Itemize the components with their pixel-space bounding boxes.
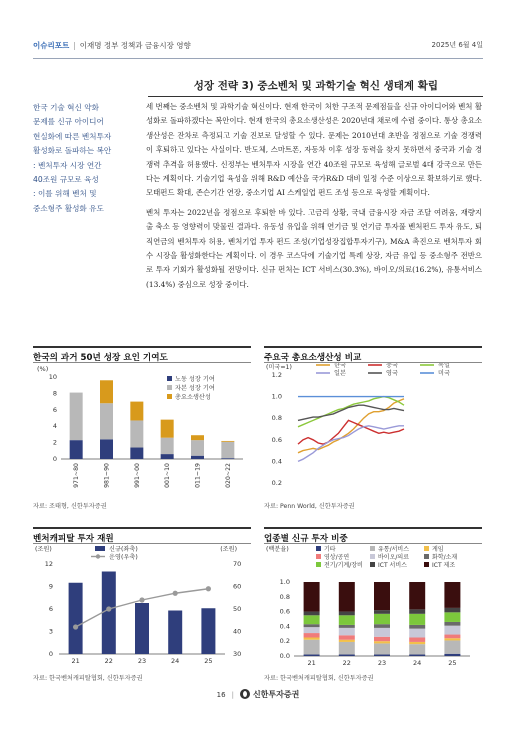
bar-segment [409, 629, 425, 638]
bar-segment [339, 642, 355, 655]
x-tick-label: 24 [171, 657, 180, 665]
header-divider [33, 58, 483, 59]
bar-segment [409, 614, 425, 625]
bar-segment [304, 638, 320, 640]
legend-swatch [424, 554, 429, 559]
y-tick-label: 8 [52, 389, 57, 398]
y-tick-label: 0.8 [271, 414, 282, 423]
chart-title: 한국의 과거 50년 성장 요인 기여도 [33, 346, 251, 362]
bar-segment [444, 622, 460, 626]
chart-source: 자료: 조태형, 신한투자증권 [33, 503, 107, 510]
legend-label: ICT 제조 [432, 562, 456, 569]
legend-swatch [424, 546, 429, 551]
x-tick-label: 22 [342, 659, 351, 667]
legend-label: 바이오/의료 [378, 554, 410, 561]
y-tick-label: 0.2 [271, 479, 282, 487]
bar-segment [221, 442, 234, 458]
bar-segment [444, 608, 460, 612]
bar-segment [444, 582, 460, 608]
chart-title: 업종별 신규 투자 비중 [264, 527, 482, 543]
x-tick-label: 2020~22 [224, 463, 232, 488]
y-tick-label: 30 [233, 650, 242, 658]
paragraph-1: 세 번째는 중소벤처 및 과학기술 혁신이다. 현재 한국이 처한 구조적 문제점들을 신규 아이디어와 벤처 활성화로 돌파하겠다는 복안이다. 현재 한국의 총요소생산성은 2020년대 채로에 수렴 중이다. 통상 총요소생산성은 잔차로 측정되고 기술 진보로 달성할 수 있다. 문제는 2010년대 초반을 정점으로 기술 경쟁력이 후퇴하고 있다는 사실이다. 반도체, 스마트폰, 자동차 이후 성장 동력을 찾지 못하면서 중국과 기술 경쟁력 추격을 허용했다. 신정부는 벤처투자 시장을 연간 40조원 규모로 육성해 글로벌 4대 강국으로 만든다는 계획이다. 기술기업 육성을 위해 R&D 예산을 국가R&D 대비 일정 수준 이상으로 확보하기로 했다. 모태펀드 확대, 존슨기간 연장, 중소기업 AI 스케일업 펀드 조성 등으로 육성할 계획이다. [146, 102, 482, 198]
sidebar-summary [33, 101, 141, 216]
bar-segment [374, 624, 390, 628]
x-tick-label: 2011~19 [194, 463, 202, 488]
chart-growth-contribution [33, 346, 251, 492]
legend-swatch [167, 376, 172, 381]
y-tick-label: 0 [52, 455, 57, 463]
bar-segment [304, 612, 320, 616]
bar-segment [304, 615, 320, 624]
bar-segment [70, 440, 83, 459]
report-date: 2025년 6월 4일 [431, 41, 483, 49]
bar-segment [100, 380, 113, 403]
bar-segment [444, 612, 460, 622]
sidebar-line: : 이를 위해 벤처 및 [33, 189, 97, 199]
y-tick-label: 9 [48, 582, 53, 591]
bar-segment [304, 655, 320, 656]
line-point [73, 624, 78, 629]
paragraph-2: 벤처 투자는 2022년을 정점으로 후퇴한 바 있다. 고금리 상황, 국내 금융시장 자금 조달 여려움, 재량지출 축소 등 영향력이 맞물린 결과다. 유동성 유입을 위해 연기금 및 연기금 투자풀 벤처펀드 투자 유도, 퇴직연금의 벤처투자 허용, 벤처기업 투자 펀드 조성(기업성장집합투자기구), M&A 촉진으로 벤처투자 회수 시장을 활성화한다는 계획이다. 이 경우 코스닥에 기술기업 특례 상장, 자금 유입 등 중소형주 전반으로 투자 기회가 활성화될 전망이다. 신규 펀처는 ICT 서비스(30.3%), 바이오/의료(16.2%), 유통서비스(13.4%) 중심으로 성장 중이다. [146, 207, 482, 289]
legend-label: 전기/기계/장비 [324, 562, 363, 569]
sidebar-line: 중소형주 활성화 유도 [33, 203, 104, 213]
y-tick-label: 6 [52, 405, 57, 414]
legend-label: 영국 [386, 370, 398, 377]
legend-label: 노동 성장 기여 [175, 376, 215, 383]
page-footer: 16 | 신한투자증권 [216, 690, 300, 699]
y-unit-label: (조원) [35, 546, 52, 553]
chart-growth-contribution-svg [33, 363, 251, 488]
y-unit-label: (조원) [220, 546, 237, 553]
line-point [206, 586, 211, 591]
x-tick-label: 2001~10 [164, 463, 172, 488]
bar-segment [409, 642, 425, 644]
x-tick-label: 23 [137, 657, 147, 665]
sidebar-line: 활성화로 돌파하는 복안 [33, 146, 112, 156]
bar-segment [444, 635, 460, 639]
page-number: 16 [216, 691, 226, 699]
x-tick-label: 21 [307, 659, 316, 667]
line-point [106, 606, 111, 611]
x-tick-label: 21 [71, 657, 80, 665]
y-tick-label: 10 [48, 373, 57, 381]
chart-sector-share [264, 527, 482, 673]
y-tick-label: 0.4 [271, 457, 282, 466]
sidebar-line: 문제를 신규 아이디어 [33, 117, 104, 127]
y-unit-label: (백분율) [266, 546, 289, 553]
chart-tfp-comparison [264, 346, 482, 492]
bar-segment [374, 582, 390, 610]
bar-segment [339, 582, 355, 612]
bar-segment [304, 633, 320, 637]
bar-segment [444, 626, 460, 635]
bar-segment [444, 638, 460, 640]
chart-vc-funding-svg [33, 544, 251, 669]
bar-segment [70, 393, 83, 441]
bar-segment [130, 402, 143, 421]
bar-segment [130, 420, 143, 447]
x-tick-label: 25 [204, 657, 213, 665]
bar-segment [374, 637, 390, 641]
bar-segment [339, 628, 355, 635]
y-tick-label: 0.6 [271, 435, 282, 444]
x-tick-label: 23 [377, 659, 387, 667]
y-tick-label: 0 [48, 650, 53, 658]
y-tick-label: 3 [48, 627, 53, 636]
bar-segment [374, 610, 390, 614]
legend-label: 신규(좌축) [109, 546, 138, 553]
bar-segment [221, 441, 234, 442]
legend-swatch [316, 554, 321, 559]
chart-title: 주요국 총요소생산성 비교 [264, 346, 482, 362]
legend-swatch [95, 546, 105, 551]
bar-segment [304, 627, 320, 633]
bar-segment [191, 435, 204, 440]
body-text [146, 100, 482, 297]
series-line [298, 420, 404, 444]
sidebar-line: 현실화에 따른 벤처투자 [33, 131, 112, 141]
y-tick-label: 70 [233, 560, 242, 568]
legend-label: 영상/공연 [324, 554, 350, 561]
company-logo-text: 신한투자증권 [252, 690, 300, 699]
y-tick-label: 0.8 [279, 592, 290, 601]
bar [168, 611, 182, 655]
legend-label: 중국 [386, 363, 398, 369]
bar-segment [304, 624, 320, 627]
bar [69, 583, 83, 654]
section-divider [148, 96, 483, 97]
chart-source: 자료: 한국벤처캐피탈협회, 신한투자증권 [264, 675, 374, 682]
bar-segment [339, 625, 355, 628]
bar [135, 603, 149, 654]
bar-segment [374, 614, 390, 624]
chart-source: 자료: Penn World, 신한투자증권 [264, 503, 355, 510]
shinhan-logo-icon [240, 689, 250, 699]
bar-segment [161, 420, 174, 438]
page-header: 이슈리포트 | 이재명 정부 정책과 금융시장 영향 2025년 6월 4일 [33, 41, 483, 50]
bar-segment [409, 609, 425, 613]
y-tick-label: 12 [44, 560, 53, 568]
y-tick-label: 2 [52, 438, 57, 447]
x-tick-label: 1981~90 [103, 463, 111, 488]
report-type-label: 이슈리포트 [33, 41, 70, 50]
bar-segment [374, 643, 390, 654]
section-title: 성장 전략 3) 중소벤처 및 과학기술 혁신 생태계 확립 [193, 80, 438, 92]
bar-segment [444, 640, 460, 653]
x-tick-label: 22 [104, 657, 113, 665]
x-tick-label: 24 [413, 659, 422, 667]
legend-label: ICT 서비스 [378, 562, 407, 569]
legend-swatch [167, 385, 172, 390]
bar-segment [339, 640, 355, 642]
bar-segment [339, 612, 355, 616]
bar-segment [191, 456, 204, 459]
x-tick-label: 25 [448, 659, 457, 667]
bar-segment [339, 655, 355, 656]
legend-label: 일본 [334, 370, 346, 377]
bar-segment [304, 582, 320, 612]
x-tick-label: 1991~00 [133, 463, 141, 488]
chart-vc-funding [33, 527, 251, 673]
legend-label: 자본 성장 기여 [175, 385, 215, 392]
y-unit-label: (%) [37, 365, 49, 373]
legend-label: 게임 [432, 546, 444, 553]
legend-swatch [424, 562, 429, 567]
y-tick-label: 6 [48, 605, 53, 613]
bar-segment [130, 448, 143, 459]
chart-title: 벤처캐피탈 투자 재원 [33, 527, 251, 543]
bar-segment [409, 655, 425, 656]
y-tick-label: 4 [52, 422, 57, 431]
legend-label: 유통/서비스 [378, 546, 410, 553]
legend-label: 총요소생산성 [175, 394, 211, 401]
line-point [173, 591, 178, 596]
bar-segment [374, 641, 390, 643]
sidebar-line: 한국 기술 혁신 약화 [33, 103, 99, 112]
legend-label: 미국 [438, 370, 450, 377]
bar-segment [304, 640, 320, 655]
bar [201, 608, 215, 654]
line-point [139, 597, 144, 602]
y-tick-label: 0.0 [279, 652, 290, 660]
legend-swatch [370, 546, 375, 551]
y-tick-label: 40 [233, 627, 242, 636]
sidebar-line: : 벤처투자 시장 연간 [33, 160, 102, 170]
x-tick-label: 1971~80 [73, 463, 81, 488]
chart-sector-share-svg [264, 544, 482, 669]
series-line [298, 397, 404, 427]
sidebar-line: 40조원 규모로 육성 [33, 175, 99, 185]
legend-swatch [316, 546, 321, 551]
legend-label: 한국 [334, 363, 346, 369]
bar-segment [444, 654, 460, 656]
y-tick-label: 0.4 [279, 622, 290, 631]
legend-label: 기타 [324, 546, 336, 553]
legend-label: 화학/소재 [432, 554, 458, 561]
bar-segment [374, 628, 390, 637]
legend-label: 운영(우축) [109, 554, 138, 561]
y-unit-label: (미국=1) [266, 364, 292, 371]
bar-segment [100, 439, 113, 459]
report-title: 이재명 정부 정책과 금융시장 영향 [79, 41, 191, 50]
bar-segment [339, 635, 355, 639]
legend-swatch [167, 394, 172, 399]
y-tick-label: 50 [233, 605, 242, 613]
y-tick-label: 60 [233, 582, 242, 591]
y-tick-label: 1.0 [271, 392, 282, 401]
y-tick-label: 1.0 [279, 578, 290, 586]
legend-label: 독일 [438, 363, 450, 369]
y-tick-label: 0.2 [279, 637, 290, 646]
y-tick-label: 1.2 [271, 371, 282, 379]
bar-segment [409, 638, 425, 642]
legend-swatch [316, 562, 321, 567]
bar [102, 572, 116, 655]
bar-segment [409, 644, 425, 654]
y-tick-label: 0.6 [279, 607, 290, 616]
bar-segment [161, 438, 174, 454]
legend-swatch [370, 554, 375, 559]
bar-segment [161, 454, 174, 459]
legend-swatch [96, 554, 100, 558]
bar-segment [339, 615, 355, 625]
bar-segment [100, 403, 113, 439]
bar-segment [409, 625, 425, 629]
bar-segment [409, 582, 425, 609]
chart-source: 자료: 한국벤처캐피탈협회, 신한투자증권 [33, 675, 143, 682]
chart-tfp-comparison-svg [264, 363, 482, 488]
bar-segment [191, 440, 204, 456]
bar-segment [374, 655, 390, 656]
bar-segment [221, 458, 234, 459]
legend-swatch [370, 562, 375, 567]
